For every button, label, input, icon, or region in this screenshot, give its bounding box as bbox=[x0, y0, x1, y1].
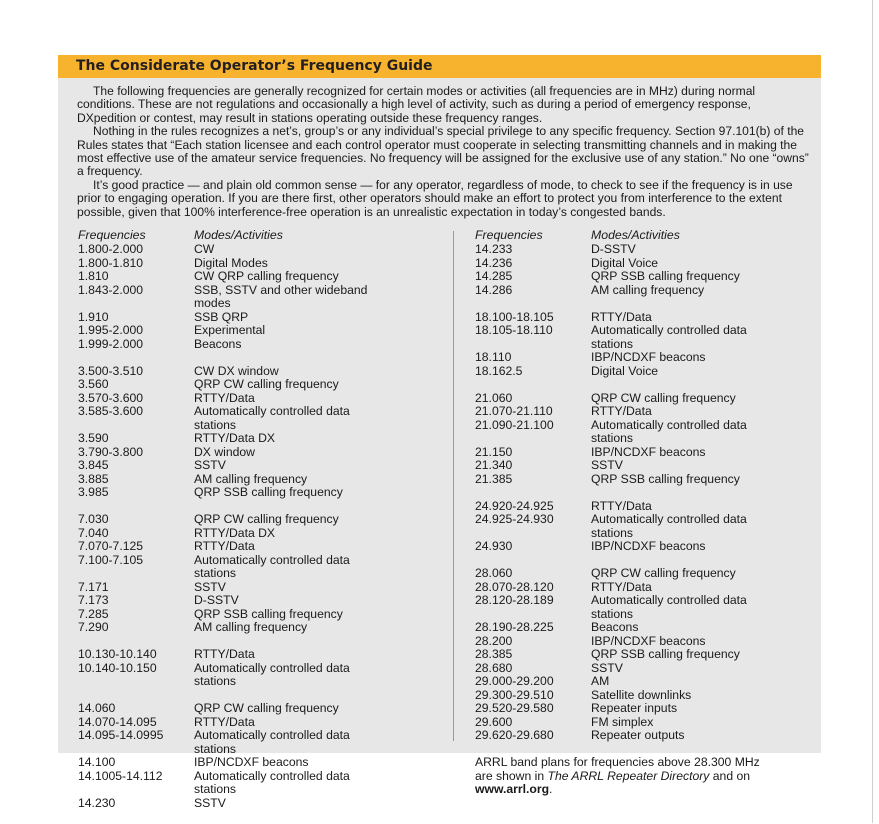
frequency-value: 28.385 bbox=[475, 647, 513, 661]
frequency-value: 14.230 bbox=[78, 795, 116, 810]
mode-activity: IBP/NCDXF beacons bbox=[591, 444, 706, 459]
modes-header: Modes/Activities bbox=[591, 228, 680, 242]
frequency-row bbox=[475, 675, 815, 689]
frequency-row bbox=[475, 459, 815, 473]
frequency-row bbox=[78, 432, 458, 446]
mode-activity: Automatically controlled data stations bbox=[194, 728, 350, 756]
frequency-value: 7.100-7.105 bbox=[78, 552, 144, 567]
mode-activity: RTTY/Data DX bbox=[194, 525, 276, 540]
frequency-value: 28.120-28.189 bbox=[475, 593, 554, 607]
frequency-row bbox=[78, 797, 458, 811]
frequency-value: 24.930 bbox=[475, 539, 513, 553]
mode-activity: RTTY/Data bbox=[591, 404, 652, 418]
frequency-row bbox=[78, 513, 458, 527]
mode-activity: RTTY/Data bbox=[194, 539, 255, 553]
mode-activity: QRP CW calling frequency bbox=[194, 701, 339, 715]
frequency-value: 14.1005-14.112 bbox=[78, 768, 163, 783]
frequency-value: 3.845 bbox=[78, 458, 109, 472]
frequency-value: 28.200 bbox=[475, 633, 513, 648]
mode-activity: SSTV bbox=[194, 458, 226, 472]
frequency-row bbox=[475, 446, 815, 460]
frequency-row bbox=[475, 716, 815, 730]
frequency-value: 29.620-29.680 bbox=[475, 728, 554, 742]
frequency-value: 18.100-18.105 bbox=[475, 309, 554, 324]
frequency-row bbox=[78, 729, 458, 756]
frequency-value: 29.600 bbox=[475, 714, 513, 729]
frequency-value: 3.560 bbox=[78, 377, 109, 391]
frequency-value: 7.173 bbox=[78, 593, 109, 607]
frequency-value: 21.060 bbox=[475, 390, 513, 405]
frequency-value: 18.162.5 bbox=[475, 363, 523, 378]
mode-activity: Digital Voice bbox=[591, 255, 659, 270]
mode-activity: Beacons bbox=[194, 336, 242, 351]
intro-text bbox=[77, 85, 811, 219]
mode-activity: SSTV bbox=[194, 795, 226, 810]
mode-activity: SSB QRP bbox=[194, 309, 249, 324]
frequency-row bbox=[475, 351, 815, 365]
frequency-row bbox=[78, 702, 458, 716]
mode-activity: RTTY/Data bbox=[591, 579, 652, 594]
frequency-row bbox=[475, 594, 815, 621]
frequency-row bbox=[475, 270, 815, 284]
frequency-row bbox=[78, 756, 458, 770]
mode-activity: Automatically controlled data stations bbox=[194, 768, 350, 796]
frequency-value: 21.070-21.110 bbox=[475, 404, 553, 418]
frequency-value: 3.790-3.800 bbox=[78, 444, 144, 459]
frequency-value: 14.095-14.0995 bbox=[78, 728, 164, 742]
group-spacer bbox=[475, 554, 815, 568]
mode-activity: RTTY/Data bbox=[194, 390, 255, 405]
frequencies-header: Frequencies bbox=[475, 228, 543, 242]
frequency-row bbox=[78, 594, 458, 608]
frequency-row bbox=[475, 689, 815, 703]
frequency-value: 7.070-7.125 bbox=[78, 539, 144, 553]
frequency-row bbox=[475, 581, 815, 595]
frequency-row bbox=[475, 621, 815, 635]
mode-activity: QRP CW calling frequency bbox=[591, 566, 736, 580]
mode-activity: IBP/NCDXF beacons bbox=[194, 755, 309, 769]
frequency-row bbox=[78, 324, 458, 338]
modes-header: Modes/Activities bbox=[194, 228, 283, 242]
group-spacer bbox=[475, 297, 815, 311]
mode-activity: Automatically controlled data stations bbox=[591, 512, 747, 540]
frequency-row bbox=[78, 486, 458, 500]
frequency-value: 3.500-3.510 bbox=[78, 363, 144, 378]
frequency-value: 28.060 bbox=[475, 566, 513, 580]
mode-activity: Repeater inputs bbox=[591, 701, 678, 715]
frequency-value: 7.040 bbox=[78, 525, 109, 540]
mode-activity: Beacons bbox=[591, 620, 639, 634]
frequency-row bbox=[78, 257, 458, 271]
mode-activity: AM calling frequency bbox=[194, 620, 308, 634]
frequency-value: 3.985 bbox=[78, 485, 109, 499]
frequency-value: 7.030 bbox=[78, 512, 109, 526]
frequency-value: 3.590 bbox=[78, 431, 109, 445]
frequency-row bbox=[78, 378, 458, 392]
frequency-row bbox=[475, 567, 815, 581]
mode-activity: Automatically controlled data stations bbox=[194, 660, 350, 688]
mode-activity: QRP SSB calling frequency bbox=[591, 269, 740, 283]
frequency-row bbox=[78, 770, 458, 797]
mode-activity: QRP SSB calling frequency bbox=[591, 647, 740, 661]
note-line: ARRL band plans for frequencies above 28.300 MHz bbox=[475, 755, 760, 769]
frequency-row bbox=[78, 662, 458, 689]
page-edge-rule bbox=[872, 0, 873, 823]
frequency-value: 14.100 bbox=[78, 755, 116, 769]
frequency-row bbox=[78, 365, 458, 379]
frequency-value: 1.910 bbox=[78, 309, 109, 324]
frequency-value: 29.300-29.510 bbox=[475, 687, 554, 702]
mode-activity: SSTV bbox=[194, 579, 226, 594]
frequency-value: 10.130-10.140 bbox=[78, 647, 157, 661]
frequency-row bbox=[475, 513, 815, 540]
frequency-value: 14.070-14.095 bbox=[78, 714, 157, 729]
right-frequency-column bbox=[475, 229, 815, 797]
left-frequency-column bbox=[78, 229, 458, 824]
frequency-value: 1.999-2.000 bbox=[78, 336, 144, 351]
frequency-row bbox=[78, 716, 458, 730]
frequency-row bbox=[475, 729, 815, 743]
frequency-value: 14.286 bbox=[475, 282, 513, 297]
frequencies-header: Frequencies bbox=[78, 228, 146, 242]
mode-activity: IBP/NCDXF beacons bbox=[591, 633, 706, 648]
frequency-row bbox=[475, 473, 815, 487]
frequency-row bbox=[475, 648, 815, 662]
frequency-row bbox=[475, 635, 815, 649]
directory-title: The ARRL Repeater Directory bbox=[547, 768, 710, 783]
mode-activity: QRP CW calling frequency bbox=[591, 390, 736, 405]
mode-activity: DX window bbox=[194, 444, 255, 459]
frequency-row bbox=[78, 392, 458, 406]
frequency-value: 7.285 bbox=[78, 606, 109, 621]
mode-activity: CW bbox=[194, 242, 215, 256]
mode-activity: QRP SSB calling frequency bbox=[591, 471, 740, 486]
group-spacer bbox=[78, 500, 458, 514]
frequency-row bbox=[475, 365, 815, 379]
frequency-value: 7.290 bbox=[78, 620, 109, 634]
frequency-row bbox=[78, 405, 458, 432]
frequency-value: 1.800-2.000 bbox=[78, 242, 144, 256]
mode-activity: SSTV bbox=[591, 458, 623, 472]
frequency-row bbox=[78, 648, 458, 662]
group-spacer bbox=[475, 486, 815, 500]
frequency-value: 3.585-3.600 bbox=[78, 404, 144, 418]
mode-activity: RTTY/Data bbox=[591, 498, 652, 513]
guide-title: The Considerate Operator’s Frequency Guide bbox=[76, 58, 433, 74]
mode-activity: QRP SSB calling frequency bbox=[194, 606, 343, 621]
frequency-value: 14.236 bbox=[475, 255, 513, 270]
frequency-row bbox=[78, 608, 458, 622]
mode-activity: AM calling frequency bbox=[591, 282, 705, 297]
mode-activity: Digital Modes bbox=[194, 255, 268, 270]
title-banner bbox=[58, 55, 821, 78]
mode-activity: D-SSTV bbox=[591, 242, 636, 256]
frequency-value: 29.000-29.200 bbox=[475, 674, 554, 688]
mode-activity: QRP CW calling frequency bbox=[194, 377, 339, 391]
mode-activity: Automatically controlled data stations bbox=[194, 404, 350, 432]
mode-activity: Automatically controlled data stations bbox=[591, 323, 747, 351]
frequency-row bbox=[475, 284, 815, 298]
intro-paragraph: It’s good practice — and plain old common sense — for any operator, regardless of mode, to check to see if the frequency is in use prior to engaging operation. If you are there first, other operators should make an effort to protect you from interference to the extent possible, given that 100% interference-free operation is an unrealistic expectation in today’s congested bands. bbox=[77, 177, 793, 219]
frequency-row bbox=[475, 257, 815, 271]
mode-activity: QRP SSB calling frequency bbox=[194, 485, 343, 499]
mode-activity: RTTY/Data bbox=[194, 714, 255, 729]
frequency-row bbox=[78, 459, 458, 473]
group-spacer bbox=[475, 743, 815, 757]
frequency-row bbox=[475, 243, 815, 257]
frequency-row bbox=[475, 500, 815, 514]
frequency-row bbox=[475, 662, 815, 676]
note-period: . bbox=[549, 782, 553, 796]
band-plan-note bbox=[475, 756, 815, 797]
frequency-value: 3.570-3.600 bbox=[78, 390, 144, 405]
frequency-value: 14.060 bbox=[78, 701, 116, 715]
frequency-value: 24.920-24.925 bbox=[475, 498, 554, 513]
intro-paragraph: The following frequencies are generally recognized for certain modes or activities (all frequencies are in MHz) during normal conditions. These are not regulations and occasionally a high level of activity, such as during a period of emergency response, DXpedition or contest, may result in stations operating outside these frequency ranges. bbox=[77, 84, 756, 125]
frequency-value: 3.885 bbox=[78, 471, 109, 486]
mode-activity: Automatically controlled data stations bbox=[591, 593, 747, 621]
mode-activity: Experimental bbox=[194, 323, 266, 337]
group-spacer bbox=[78, 810, 458, 824]
frequency-value: 18.110 bbox=[475, 350, 512, 364]
frequency-value: 14.285 bbox=[475, 269, 513, 283]
frequency-row bbox=[78, 527, 458, 541]
frequency-value: 1.800-1.810 bbox=[78, 255, 144, 270]
mode-activity: CW QRP calling frequency bbox=[194, 269, 339, 283]
frequency-row bbox=[475, 405, 815, 419]
frequency-row bbox=[78, 473, 458, 487]
frequency-value: 10.140-10.150 bbox=[78, 660, 157, 675]
frequency-value: 14.233 bbox=[475, 242, 513, 256]
mode-activity: FM simplex bbox=[591, 714, 654, 729]
frequency-row bbox=[78, 270, 458, 284]
mode-activity: Automatically controlled data stations bbox=[591, 417, 747, 445]
column-header bbox=[78, 229, 458, 243]
frequency-value: 21.385 bbox=[475, 471, 513, 486]
mode-activity: Satellite downlinks bbox=[591, 687, 692, 702]
group-spacer bbox=[78, 635, 458, 649]
frequency-value: 28.070-28.120 bbox=[475, 579, 554, 594]
frequency-row bbox=[475, 540, 815, 554]
frequency-row bbox=[78, 284, 458, 311]
mode-activity: IBP/NCDXF beacons bbox=[591, 350, 706, 364]
mode-activity: Repeater outputs bbox=[591, 728, 685, 742]
frequency-row bbox=[78, 338, 458, 352]
frequency-value: 1.810 bbox=[78, 269, 109, 283]
frequency-value: 1.843-2.000 bbox=[78, 282, 144, 297]
frequency-value: 1.995-2.000 bbox=[78, 323, 144, 337]
frequency-value: 29.520-29.580 bbox=[475, 701, 554, 715]
frequency-row bbox=[78, 311, 458, 325]
frequency-guide-panel bbox=[58, 55, 821, 810]
mode-activity: IBP/NCDXF beacons bbox=[591, 539, 706, 553]
frequency-value: 18.105-18.110 bbox=[475, 323, 553, 337]
frequency-value: 24.925-24.930 bbox=[475, 512, 554, 526]
mode-activity: SSTV bbox=[591, 660, 623, 675]
frequency-value: 21.340 bbox=[475, 458, 513, 472]
note-text: and on bbox=[709, 768, 751, 783]
frequency-row bbox=[475, 392, 815, 406]
frequency-value: 7.171 bbox=[78, 579, 109, 594]
mode-activity: RTTY/Data bbox=[194, 647, 255, 661]
frequency-row bbox=[78, 446, 458, 460]
frequency-value: 21.150 bbox=[475, 444, 513, 459]
mode-activity: D-SSTV bbox=[194, 593, 239, 607]
mode-activity: Digital Voice bbox=[591, 363, 659, 378]
mode-activity: RTTY/Data DX bbox=[194, 431, 276, 445]
mode-activity: AM calling frequency bbox=[194, 471, 308, 486]
frequency-row bbox=[78, 621, 458, 635]
column-header bbox=[475, 229, 815, 243]
frequency-row bbox=[475, 311, 815, 325]
mode-activity: SSB, SSTV and other wideband modes bbox=[194, 282, 368, 310]
group-spacer bbox=[78, 689, 458, 703]
frequency-value: 28.680 bbox=[475, 660, 513, 675]
frequency-row bbox=[475, 419, 815, 446]
frequency-value: 28.190-28.225 bbox=[475, 620, 554, 634]
frequency-row bbox=[78, 554, 458, 581]
group-spacer bbox=[78, 351, 458, 365]
mode-activity: CW DX window bbox=[194, 363, 279, 378]
arrl-link[interactable]: www.arrl.org bbox=[475, 782, 550, 796]
group-spacer bbox=[475, 378, 815, 392]
frequency-row bbox=[78, 243, 458, 257]
mode-activity: AM bbox=[591, 674, 610, 688]
mode-activity: QRP CW calling frequency bbox=[194, 512, 339, 526]
frequency-row bbox=[78, 581, 458, 595]
mode-activity: RTTY/Data bbox=[591, 309, 652, 324]
frequency-row bbox=[475, 324, 815, 351]
frequency-value: 21.090-21.100 bbox=[475, 417, 554, 432]
mode-activity: Automatically controlled data stations bbox=[194, 552, 350, 580]
frequency-row bbox=[78, 540, 458, 554]
frequency-row bbox=[475, 702, 815, 716]
intro-paragraph: Nothing in the rules recognizes a net’s, group’s or any individual’s special privilege to any specific frequency. Section 97.101(b) of the Rules states that “Each station licensee and each control operator must cooperate in selecting transmitting channels and in making the most effective use of the amateur service frequencies. No frequency will be assigned for the exclusive use of any station.” No one “owns” a frequency. bbox=[77, 124, 809, 179]
note-text: are shown in bbox=[475, 768, 548, 783]
